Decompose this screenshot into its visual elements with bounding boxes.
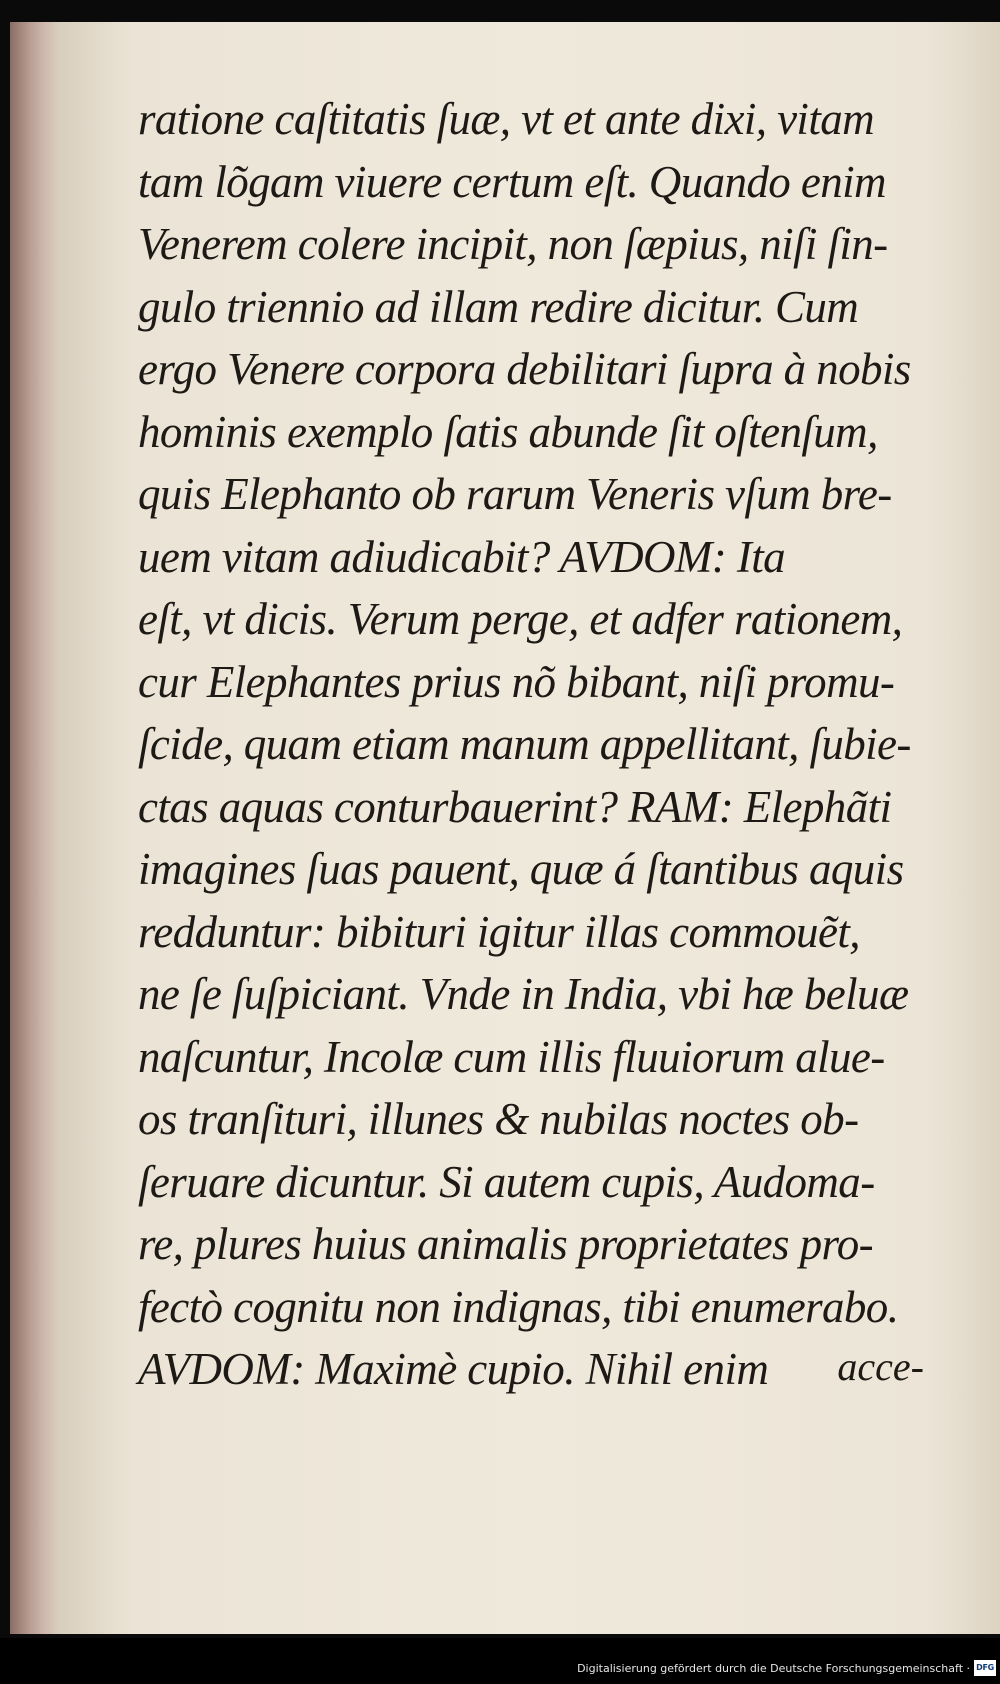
text-line: re, plures huius animalis proprietates pro- [138, 1219, 874, 1269]
catchword: acce- [837, 1344, 924, 1389]
text-line: Venerem colere incipit, non ſæpius, niſi ſin- [138, 219, 888, 269]
text-line: redduntur: bibituri igitur illas commouẽt, [138, 906, 860, 957]
text-line: imagines ſuas pauent, quæ á ſtantibus aquis [138, 844, 904, 894]
text-line: gulo triennio ad illam redire dicitur. Cum [138, 281, 859, 332]
text-line: os tranſituri, illunes & nubilas noctes ob- [138, 1094, 859, 1144]
page-spine-edge [10, 22, 58, 1634]
text-line: ſcide, quam etiam manum appellitant, ſubie- [138, 719, 911, 769]
text-line: hominis exemplo ſatis abunde ſit oſtenſum, [138, 406, 878, 457]
text-line: eſt, vt dicis. Verum perge, et adfer rationem, [138, 594, 903, 644]
text-line: ergo Venere corpora debilitari ſupra à nobis [138, 344, 911, 394]
text-line: fectò cognitu non indignas, tibi enumerabo. [138, 1281, 899, 1332]
text-line: tam lõgam viuere certum eſt. Quando enim [138, 156, 886, 207]
text-line: quis Elephanto ob rarum Veneris vſum bre- [138, 469, 892, 519]
text-line: ne ſe ſuſpiciant. Vnde in India, vbi hæ beluæ [138, 969, 909, 1019]
text-line: uem vitam adiudicabit? AVDOM: Ita [138, 531, 786, 582]
text-line: AVDOM: Maximè cupio. Nihil enim [138, 1344, 769, 1394]
text-line: cur Elephantes prius nõ bibant, niſi promu- [138, 656, 895, 707]
text-line: ratione caſtitatis ſuæ, vt et ante dixi, vitam [138, 94, 875, 144]
text-block [138, 88, 928, 1401]
text-line: ſeruare dicuntur. Si autem cupis, Audoma- [138, 1156, 875, 1207]
digitization-credit: Digitalisierung gefördert durch die Deutsche Forschungsgemeinschaft · [577, 1662, 970, 1675]
text-line: ctas aquas conturbauerint? RAM: Elephãti [138, 781, 892, 832]
text-line: naſcuntur, Incolæ cum illis fluuiorum alue- [138, 1031, 885, 1082]
dfg-logo: DFG [974, 1660, 996, 1676]
footer-bar [0, 1638, 1000, 1684]
